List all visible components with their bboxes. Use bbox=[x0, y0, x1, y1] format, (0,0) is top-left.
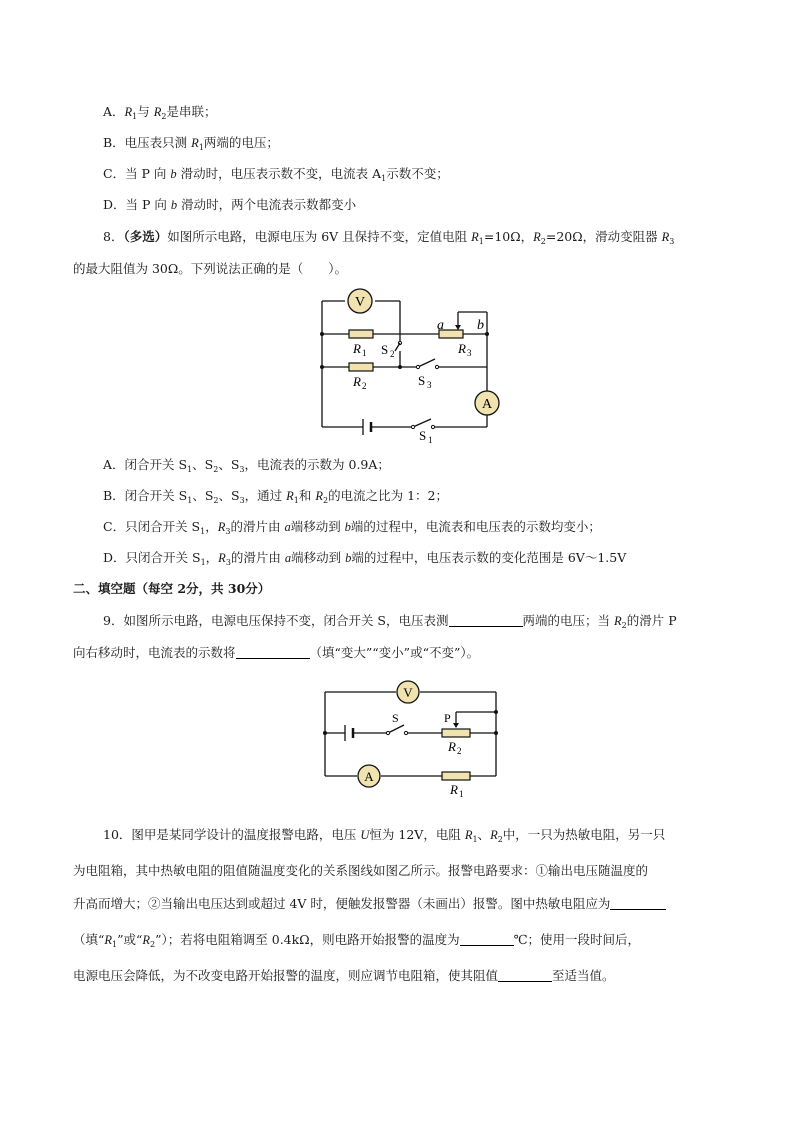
q9-stem-line2: 向右移动时，电流表的示数将 （填“变大”“变小”或“不变”）。 bbox=[73, 645, 480, 660]
q7-option-b: B．电压表只测 $R_1$两端的电压； bbox=[103, 135, 279, 152]
section-heading-fill-in: 二、填空题（每空 2分，共 30分） bbox=[73, 581, 271, 596]
q9-label-r2: R bbox=[448, 739, 456, 754]
q10-blank-2[interactable] bbox=[460, 931, 514, 946]
q8-label-s1-sub: 1 bbox=[428, 435, 433, 445]
q9-label-s: S bbox=[392, 711, 399, 725]
svg-text:V: V bbox=[354, 295, 366, 310]
q9-blank-1[interactable] bbox=[449, 612, 523, 627]
q8-label-s2: S bbox=[381, 342, 389, 357]
q10-stem-line2: 为电阻箱，其中热敏电阻的阻值随温度变化的关系图线如图乙所示。报警电路要求：①输出电压随温度的 bbox=[73, 863, 649, 878]
q9-stem-line1: 9．如图所示电路，电源电压保持不变，闭合开关 S，电压表测 两端的电压；当 $R_2$的滑片 P bbox=[103, 613, 677, 630]
q9-label-r1-sub: 1 bbox=[459, 789, 464, 799]
q8-label-r2-sub: 2 bbox=[362, 381, 367, 391]
q8-r2-resistor bbox=[349, 363, 373, 371]
q8-stem-line1: 8．（多选）如图所示电路，电源电压为 6V 且保持不变，定值电阻 $R_1=10\Omega$，$R_2=20\Omega$，滑动变阻器 $R_3$ bbox=[103, 229, 675, 246]
q10-stem-line4: （填“$R_1$”或“$R_2$”）；若将电阻箱调至 0.4kΩ，则电路开始报警的温度为 ℃；使用一段时间后， bbox=[73, 932, 641, 949]
q8-option-b: B．闭合开关 $S_1$、$S_2$、$S_3$，通过 $R_1$和 $R_2$的电流之比为 1：2； bbox=[103, 488, 448, 505]
q8-option-c: C．只闭合开关 $S_1$，$R_3$的滑片由 a端移动到 b端的过程中，电流表和电压表的示数均变小； bbox=[103, 519, 601, 536]
q8-label-s3-sub: 3 bbox=[427, 380, 432, 390]
q10-blank-1[interactable] bbox=[610, 895, 666, 910]
q8-label-r2: R bbox=[353, 374, 361, 389]
q9-label-r1: R bbox=[450, 782, 458, 797]
q8-stem-line2: 的最大阻值为 30Ω。下列说法正确的是（ ）。 bbox=[73, 261, 347, 276]
q10-stem-line1: 10．图甲是某同学设计的温度报警电路，电压 U恒为 12V，电阻 $R_1$、$R_2$中，一只为热敏电阻，另一只 bbox=[103, 827, 666, 844]
q8-ammeter bbox=[475, 391, 499, 415]
q8-label-r1-sub: 1 bbox=[362, 348, 367, 358]
q8-label-b: b bbox=[477, 318, 484, 333]
q10-blank-3[interactable] bbox=[498, 967, 552, 982]
q8-voltmeter bbox=[348, 289, 372, 313]
q10-stem-line3: 升高而增大；②当输出电压达到或超过 4V 时，便触发报警器（未画出）报警。图中热敏电阻应为 bbox=[73, 895, 666, 913]
q7-option-c: C．当 P 向 b 滑动时，电压表示数不变，电流表 $A_1$示数不变； bbox=[103, 166, 449, 183]
svg-text:A: A bbox=[481, 397, 493, 412]
q7-option-d: D．当 P 向 b 滑动时，两个电流表示数都变小 bbox=[103, 197, 357, 212]
q8-r1-resistor bbox=[349, 330, 373, 338]
q8-label-r3-sub: 3 bbox=[467, 348, 472, 358]
q9-voltmeter bbox=[397, 681, 419, 703]
svg-text:V: V bbox=[403, 685, 413, 700]
q9-label-r2-sub: 2 bbox=[457, 746, 462, 756]
q8-option-d: D．只闭合开关 $S_1$，$R_3$的滑片由 a端移动到 b端的过程中，电压表示数的变化范围是 6V～1.5V bbox=[103, 550, 627, 567]
q9-r1-resistor bbox=[442, 772, 470, 780]
q8-option-a: A．闭合开关 $S_1$、$S_2$、$S_3$，电流表的示数为 0.9A； bbox=[103, 457, 390, 474]
q10-stem-line5: 电源电压会降低，为不改变电路开始报警的温度，则应调节电阻箱，使其阻值 至适当值。 bbox=[73, 968, 615, 983]
q8-label-a: a bbox=[437, 318, 444, 333]
svg-text:A: A bbox=[364, 769, 374, 784]
q8-label-s1: S bbox=[419, 428, 427, 443]
q7-option-a: A．$R_1$与 $R_2$是串联； bbox=[103, 104, 217, 121]
q8-circuit-diagram bbox=[315, 285, 505, 445]
q8-label-r1: R bbox=[353, 341, 361, 356]
q8-label-s2-sub: 2 bbox=[390, 349, 395, 359]
q9-circuit-diagram bbox=[318, 676, 503, 806]
q8-label-s3: S bbox=[418, 373, 426, 388]
q9-blank-2[interactable] bbox=[236, 644, 310, 659]
q9-r2-resistor bbox=[442, 729, 470, 737]
q9-label-p: P bbox=[444, 711, 451, 725]
q8-label-r3: R bbox=[458, 341, 466, 356]
q9-ammeter bbox=[358, 765, 380, 787]
